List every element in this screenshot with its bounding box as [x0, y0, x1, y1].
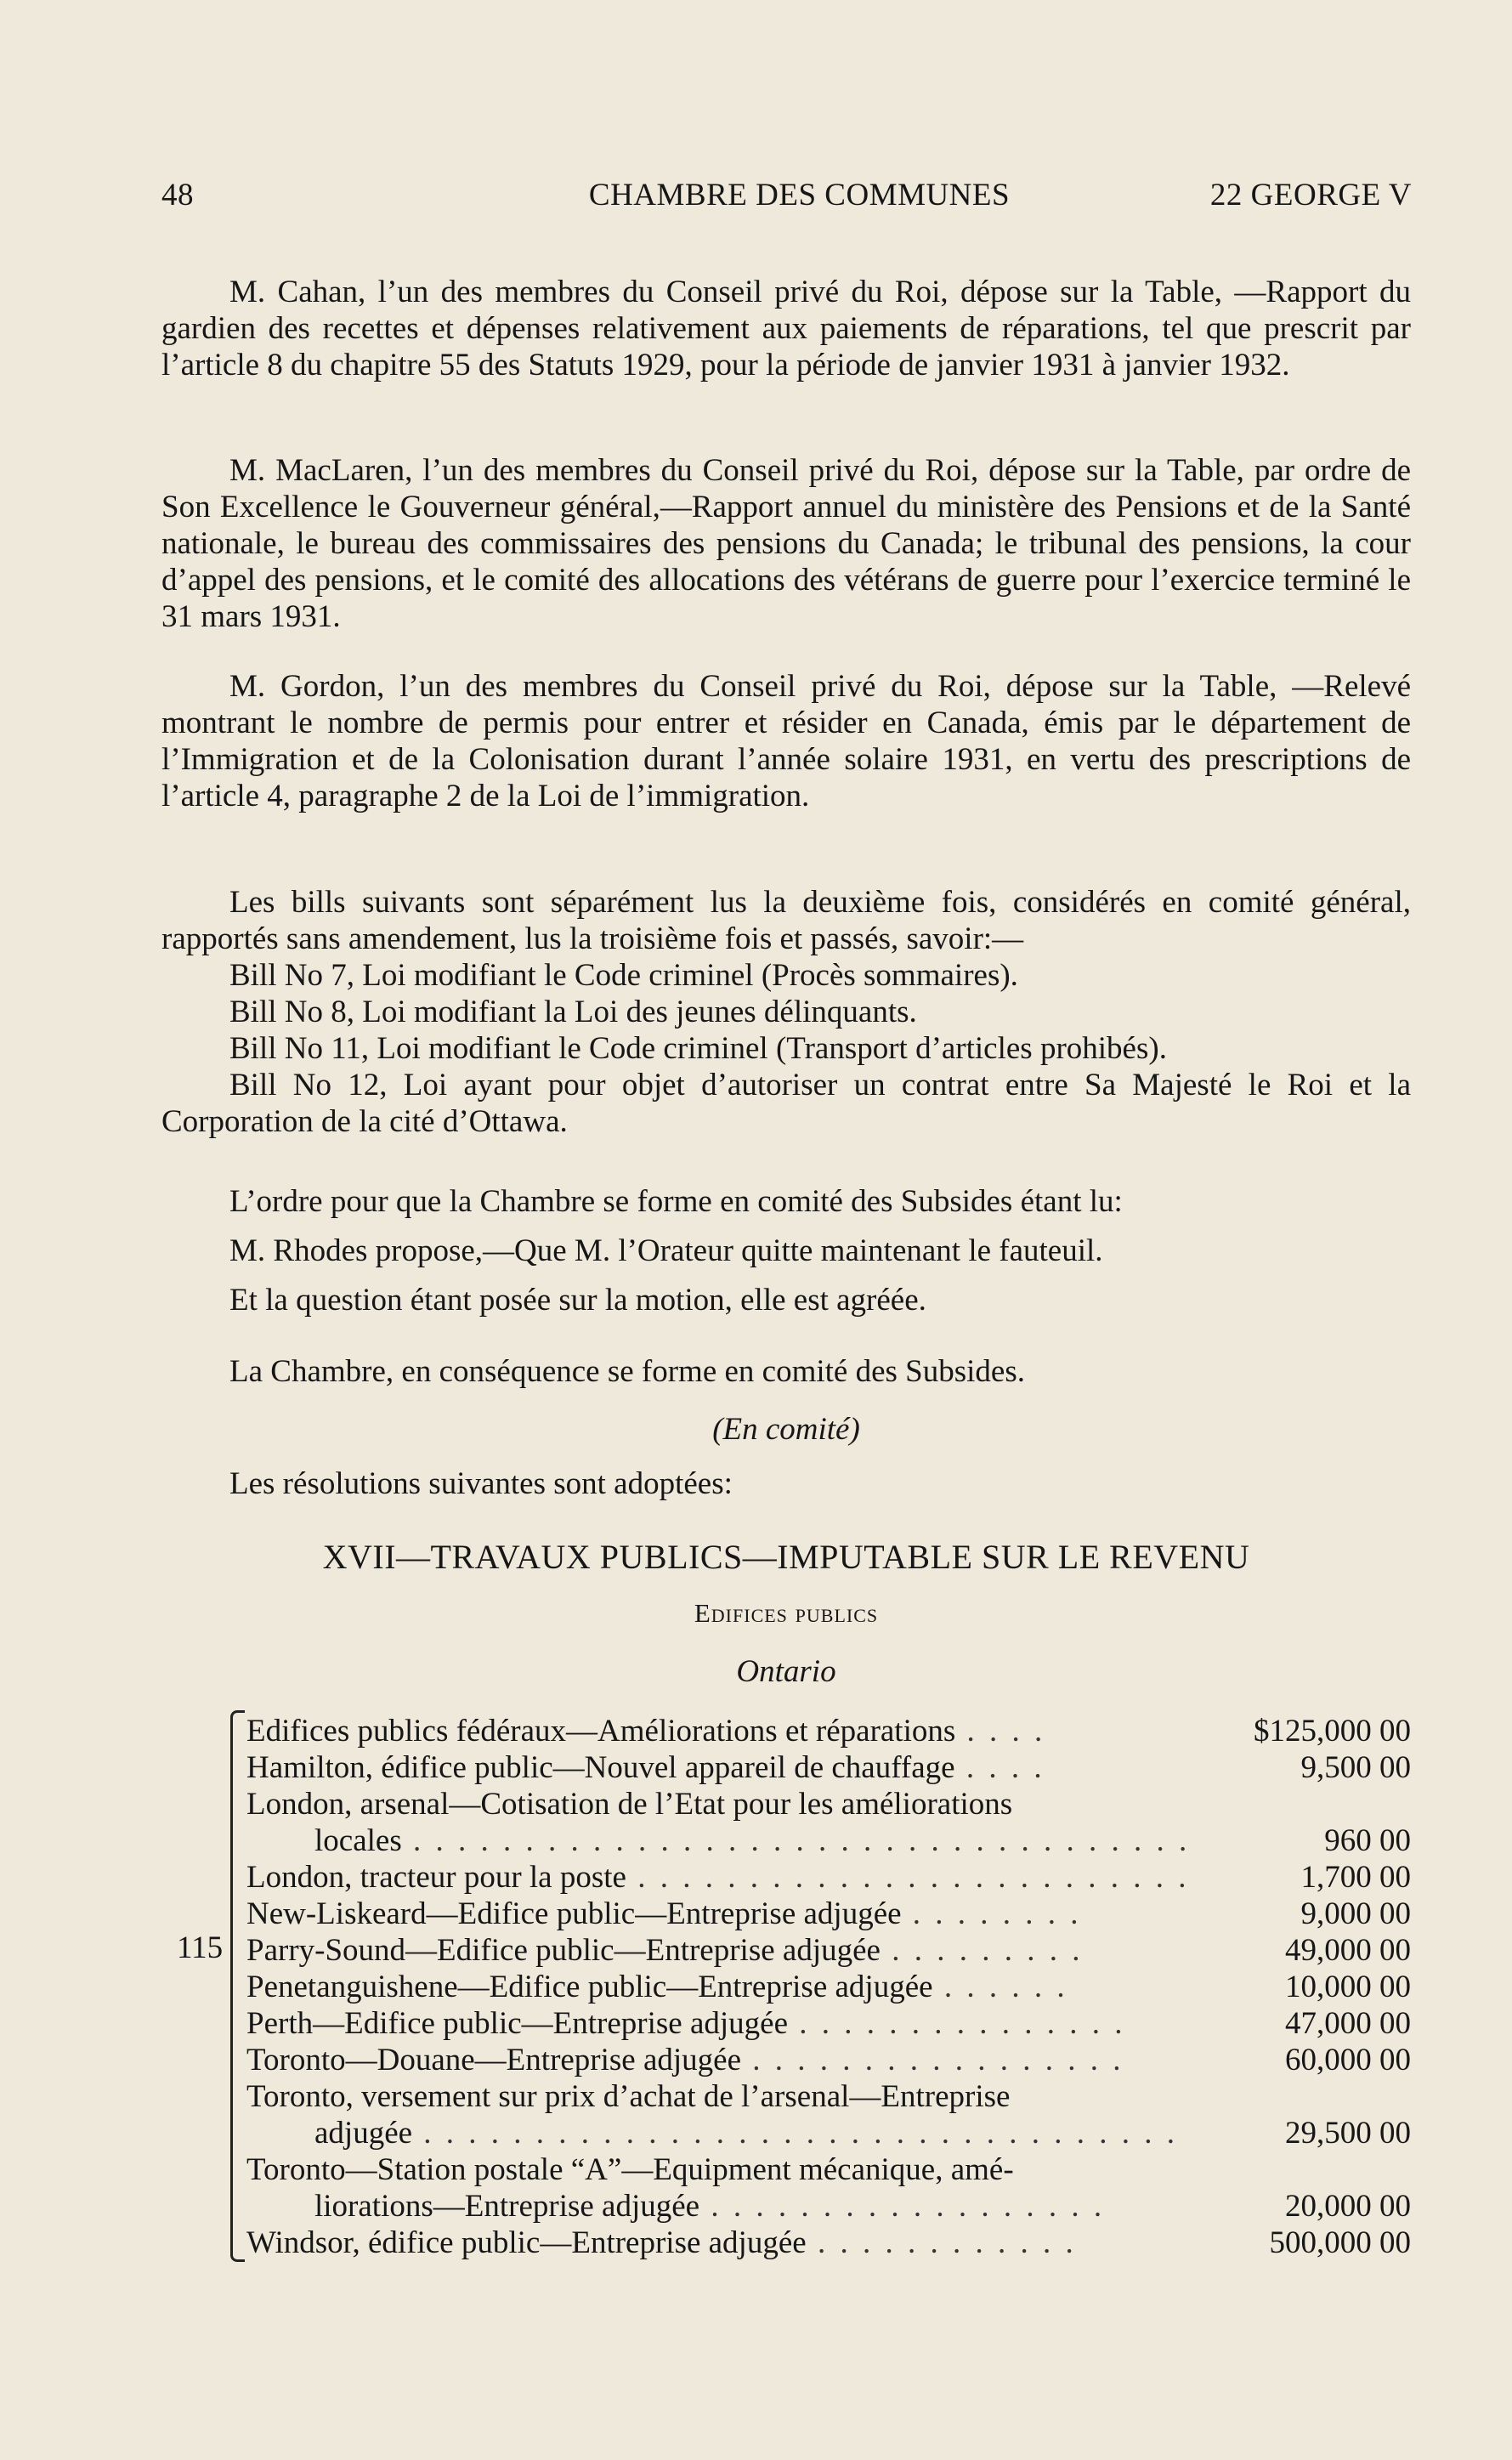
schedule-amount: 29,500 00 — [1285, 2116, 1411, 2151]
schedule-amount: 10,000 00 — [1285, 1970, 1411, 2004]
schedule-row: Penetanguishene—Edifice public—Entreprise adjugée . . . . . . — [246, 1970, 1068, 2004]
schedule-amount: 9,000 00 — [1300, 1896, 1411, 1931]
schedule-row: Perth—Edifice public—Entreprise adjugée . . . . . . . . . . . . . . . — [246, 2006, 1126, 2041]
schedule-row: Windsor, édifice public—Entreprise adjugée . . . . . . . . . . . . — [246, 2225, 1077, 2260]
schedule-row-continued: locales . . . . . . . . . . . . . . . . . . . . . . . . . . . . . . . . . . . — [314, 1823, 1191, 1858]
paragraph-gordon: M. Gordon, l’un des membres du Conseil privé du Roi, dépose sur la Table, —Relevé montrant le nombre de permis pour entrer et résider en Canada, émis par le département de l’Immigration et de la Colonisation durant l’année solaire 1931, en vertu des prescriptions de l’article 4, paragraphe 2 de la Loi de l’immigration. — [161, 669, 1411, 813]
bill-item: Bill No 12, Loi ayant pour objet d’autoriser un contrat entre Sa Majesté le Roi et la Corporation de la cité d’Ottawa. — [161, 1068, 1411, 1139]
schedule-row: London, tracteur pour la poste . . . . . . . . . . . . . . . . . . . . . . . . . — [246, 1860, 1190, 1895]
regnal-year: 22 GEORGE V — [1209, 178, 1412, 213]
proceeding-agreed: Et la question étant posée sur la motion, elle est agréée. — [229, 1283, 926, 1318]
schedule-row: Edifices publics fédéraux—Améliorations et réparations . . . . — [246, 1714, 1046, 1749]
page-number: 48 — [161, 178, 194, 213]
schedule-amount: 60,000 00 — [1285, 2043, 1411, 2077]
bill-list — [161, 957, 1411, 1140]
schedule-row: Hamilton, édifice public—Nouvel appareil de chauffage . . . . — [246, 1750, 1045, 1785]
proceeding-order: L’ordre pour que la Chambre se forme en comité des Subsides étant lu: — [229, 1184, 1123, 1219]
resolutions-intro: Les résolutions suivantes sont adoptées: — [229, 1466, 733, 1501]
schedule-row: Toronto, versement sur prix d’achat de l’arsenal—Entreprise — [246, 2079, 1011, 2114]
in-committee: (En comité) — [712, 1412, 860, 1447]
proceeding-committee: La Chambre, en conséquence se forme en comité des Subsides. — [229, 1354, 1026, 1389]
schedule-row-continued: liorations—Entreprise adjugée . . . . . . . . . . . . . . . . . . — [314, 2189, 1106, 2224]
schedule-amount: 500,000 00 — [1269, 2225, 1411, 2260]
schedule-row: London, arsenal—Cotisation de l’Etat pour les améliorations — [246, 1787, 1013, 1822]
schedule-amount: 1,700 00 — [1300, 1860, 1411, 1895]
schedule-amount: 49,000 00 — [1285, 1933, 1411, 1968]
schedule-amount: 9,500 00 — [1300, 1750, 1411, 1785]
paragraph-cahan: M. Cahan, l’un des membres du Conseil privé du Roi, dépose sur la Table, —Rapport du gardien des recettes et dépenses relativement aux paiements de réparations, tel que prescrit par l’article 8 du chapitre 55 des Statuts 1929, pour la période de janvier 1931 à janvier 1932. — [161, 275, 1411, 383]
bill-item: Bill No 11, Loi modifiant le Code criminel (Transport d’articles prohibés). — [229, 1031, 1167, 1066]
paragraph-maclaren: M. MacLaren, l’un des membres du Conseil privé du Roi, dépose sur la Table, par ordre de Son Excellence le Gouverneur général,—Rapport annuel du ministère des Pensions et de la Santé nationale, le bureau des commissaires des pensions du Canada; le tribunal des pensions, la cour d’appel des pensions, et le comité des allocations des vétérans de guerre pour l’exercice terminé le 31 mars 1931. — [161, 453, 1411, 634]
bill-item: Bill No 8, Loi modifiant la Loi des jeunes délinquants. — [229, 995, 917, 1029]
vote-number: 115 — [177, 1930, 224, 1965]
schedule-amount: 47,000 00 — [1285, 2006, 1411, 2041]
schedule-amount: 20,000 00 — [1285, 2189, 1411, 2224]
schedule-row: New-Liskeard—Edifice public—Entreprise adjugée . . . . . . . . — [246, 1896, 1082, 1931]
schedule-row: Toronto—Douane—Entreprise adjugée . . . . . . . . . . . . . . . . . — [246, 2043, 1124, 2077]
schedule-amount: $125,000 00 — [1254, 1714, 1411, 1749]
schedule-province: Ontario — [736, 1654, 836, 1689]
running-title: CHAMBRE DES COMMUNES — [588, 178, 1011, 213]
paragraph-bills-intro: Les bills suivants sont séparément lus la deuxième fois, considérés en comité général, rapportés sans amendement, lus la troisième fois et passés, savoir:— — [161, 885, 1411, 956]
schedule-row-continued: adjugée . . . . . . . . . . . . . . . . . . . . . . . . . . . . . . . . . . — [314, 2116, 1179, 2151]
schedule-heading: XVII—TRAVAUX PUBLICS—IMPUTABLE SUR LE REVENU — [322, 1538, 1250, 1576]
schedule-subheading: Edifices publics — [694, 1598, 879, 1628]
schedule-row: Parry-Sound—Edifice public—Entreprise adjugée . . . . . . . . . — [246, 1933, 1084, 1968]
bill-item: Bill No 7, Loi modifiant le Code criminel (Procès sommaires). — [229, 958, 1018, 993]
proceeding-motion: M. Rhodes propose,—Que M. l’Orateur quitte maintenant le fauteuil. — [229, 1233, 1103, 1268]
schedule-amount: 960 00 — [1324, 1823, 1411, 1858]
schedule-bracket — [230, 1710, 245, 2262]
schedule-row: Toronto—Station postale “A”—Equipment mécanique, amé- — [246, 2152, 1014, 2187]
